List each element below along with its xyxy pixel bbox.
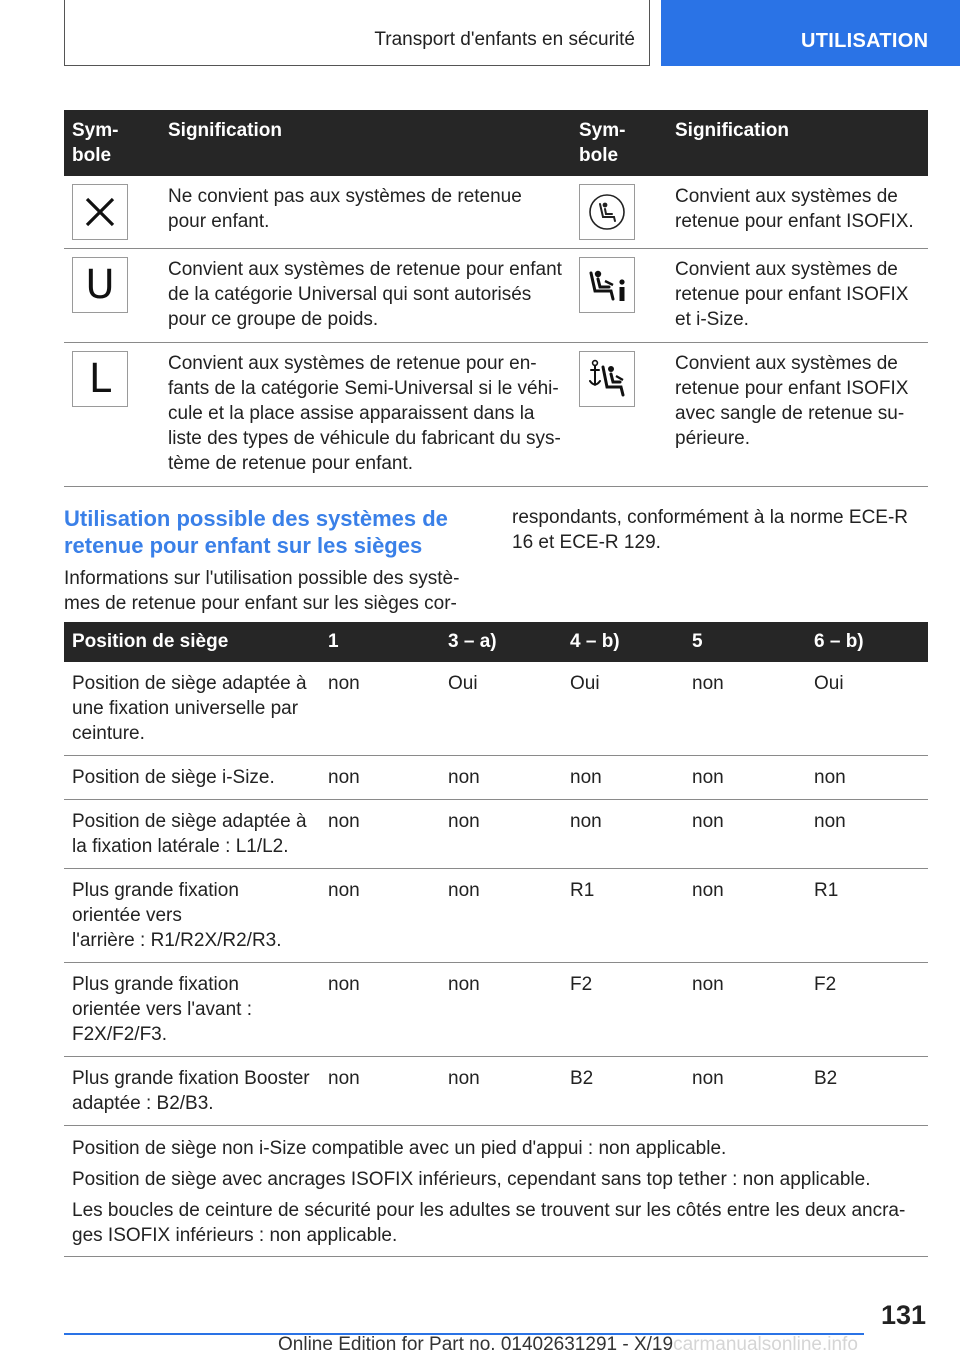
section-body-right: respondants, conformément à la norme ECE-R 16 et ECE-R 129. — [512, 507, 909, 553]
symbol-meaning: Convient aux systèmes de retenue pour enfant ISOFIX. — [667, 176, 928, 249]
cell: F2 — [806, 963, 928, 1057]
header-meaning-left: Signification — [160, 110, 571, 176]
header-meaning-right: Signification — [667, 110, 928, 176]
cell: non — [320, 1057, 440, 1126]
watermark-text: carmanualsonline.info — [673, 1334, 858, 1355]
semi-universal-letter-icon: L — [72, 351, 128, 407]
top-tether-anchor-icon — [579, 351, 635, 407]
table-note-row — [64, 1126, 928, 1162]
table-row — [64, 1057, 928, 1126]
isize-seat-icon — [579, 257, 635, 313]
cell: non — [320, 662, 440, 756]
table-row — [64, 662, 928, 756]
seat-positions-table — [64, 622, 928, 1257]
isofix-seat-icon — [579, 184, 635, 240]
cross-icon — [72, 184, 128, 240]
header-seat-4: 4 – b) — [562, 622, 684, 662]
cell: non — [684, 869, 806, 963]
cell: B2 — [562, 1057, 684, 1126]
table-note-row — [64, 1192, 928, 1257]
symbol-meaning: Ne convient pas aux systèmes de retenue pour enfant. — [160, 176, 571, 249]
symbols-table — [64, 110, 928, 487]
symbols-table-header — [64, 110, 928, 176]
chapter-title: Transport d'enfants en sécurité — [374, 29, 635, 50]
cell: non — [320, 963, 440, 1057]
table-row — [64, 963, 928, 1057]
header-seat-1: 1 — [320, 622, 440, 662]
table-row — [64, 249, 928, 343]
cell: non — [562, 756, 684, 800]
table-row — [64, 176, 928, 249]
section-tab-label: UTILISATION — [801, 30, 929, 52]
symbol-meaning: Convient aux systèmes de retenue pour enfant ISOFIX et i-Size. — [667, 249, 928, 343]
cell: non — [320, 756, 440, 800]
cell: non — [562, 800, 684, 869]
cell: non — [320, 869, 440, 963]
header-symbol-left: Sym- bole — [64, 110, 160, 176]
cell: non — [440, 869, 562, 963]
table-row — [64, 756, 928, 800]
cell: non — [684, 963, 806, 1057]
cell: non — [440, 800, 562, 869]
cell: non — [440, 963, 562, 1057]
header-seat-5: 5 — [684, 622, 806, 662]
symbol-meaning: Convient aux systèmes de retenue pour en-fants de la catégorie Semi-Universal si le véhi-cule et la place assise apparaissent dans la liste des types de véhicule du fabricant du sys-tème de retenue pour enfant. — [160, 343, 571, 487]
cell: non — [684, 800, 806, 869]
table-note: Position de siège avec ancrages ISOFIX inférieurs, cependant sans top tether : non applicable. — [72, 1169, 871, 1190]
row-label: Plus grande fixation Booster adaptée : B2/B3. — [64, 1057, 320, 1126]
table-note: Les boucles de ceinture de sécurité pour les adultes se trouvent sur les côtés entre les deux ancra-ges ISOFIX inférieurs : non applicable. — [64, 1192, 928, 1257]
row-label: Position de siège adaptée à une fixation universelle par ceinture. — [64, 662, 320, 756]
page-number: 131 — [880, 1300, 926, 1330]
header-frame — [64, 0, 650, 66]
table-row — [64, 869, 928, 963]
cell: non — [684, 1057, 806, 1126]
header-seat-position: Position de siège — [64, 622, 320, 662]
section-tab[interactable] — [661, 0, 960, 66]
cell: R1 — [806, 869, 928, 963]
cell: non — [684, 662, 806, 756]
row-label: Position de siège adaptée à la fixation latérale : L1/L2. — [64, 800, 320, 869]
symbol-meaning: Convient aux systèmes de retenue pour enfant ISOFIX avec sangle de retenue su-périeure. — [667, 343, 928, 487]
universal-letter-icon: U — [72, 257, 128, 313]
row-label: Plus grande fixation orientée vers l'arrière : R1/R2X/R2/R3. — [64, 869, 320, 963]
header-seat-6: 6 – b) — [806, 622, 928, 662]
section-heading: Utilisation possible des systèmes de retenue pour enfant sur les sièges — [64, 506, 448, 558]
symbol-meaning: Convient aux systèmes de retenue pour enfant de la catégorie Universal qui sont autorisés pour ce groupe de poids. — [160, 249, 571, 343]
cell: non — [806, 800, 928, 869]
edition-text: Online Edition for Part no. 01402631291 - X/19 — [278, 1334, 674, 1355]
table-note-row — [64, 1161, 928, 1192]
cell: non — [806, 756, 928, 800]
cell: non — [440, 756, 562, 800]
cell: F2 — [562, 963, 684, 1057]
header-seat-3: 3 – a) — [440, 622, 562, 662]
positions-table-header — [64, 622, 928, 662]
cell: B2 — [806, 1057, 928, 1126]
cell: Oui — [440, 662, 562, 756]
table-note: Position de siège non i-Size compatible avec un pied d'appui : non applicable. — [72, 1138, 727, 1159]
cell: non — [684, 756, 806, 800]
row-label: Position de siège i-Size. — [64, 756, 320, 800]
cell: Oui — [562, 662, 684, 756]
table-row — [64, 800, 928, 869]
cell: non — [320, 800, 440, 869]
cell: R1 — [562, 869, 684, 963]
cell: Oui — [806, 662, 928, 756]
section-body-left: Informations sur l'utilisation possible des systè-mes de retenue pour enfant sur les sièges cor- — [64, 568, 460, 614]
cell: non — [440, 1057, 562, 1126]
row-label: Plus grande fixation orientée vers l'avant : F2X/F2/F3. — [64, 963, 320, 1057]
footer-edition — [278, 1334, 858, 1356]
header-symbol-right: Sym- bole — [571, 110, 667, 176]
table-row — [64, 343, 928, 487]
